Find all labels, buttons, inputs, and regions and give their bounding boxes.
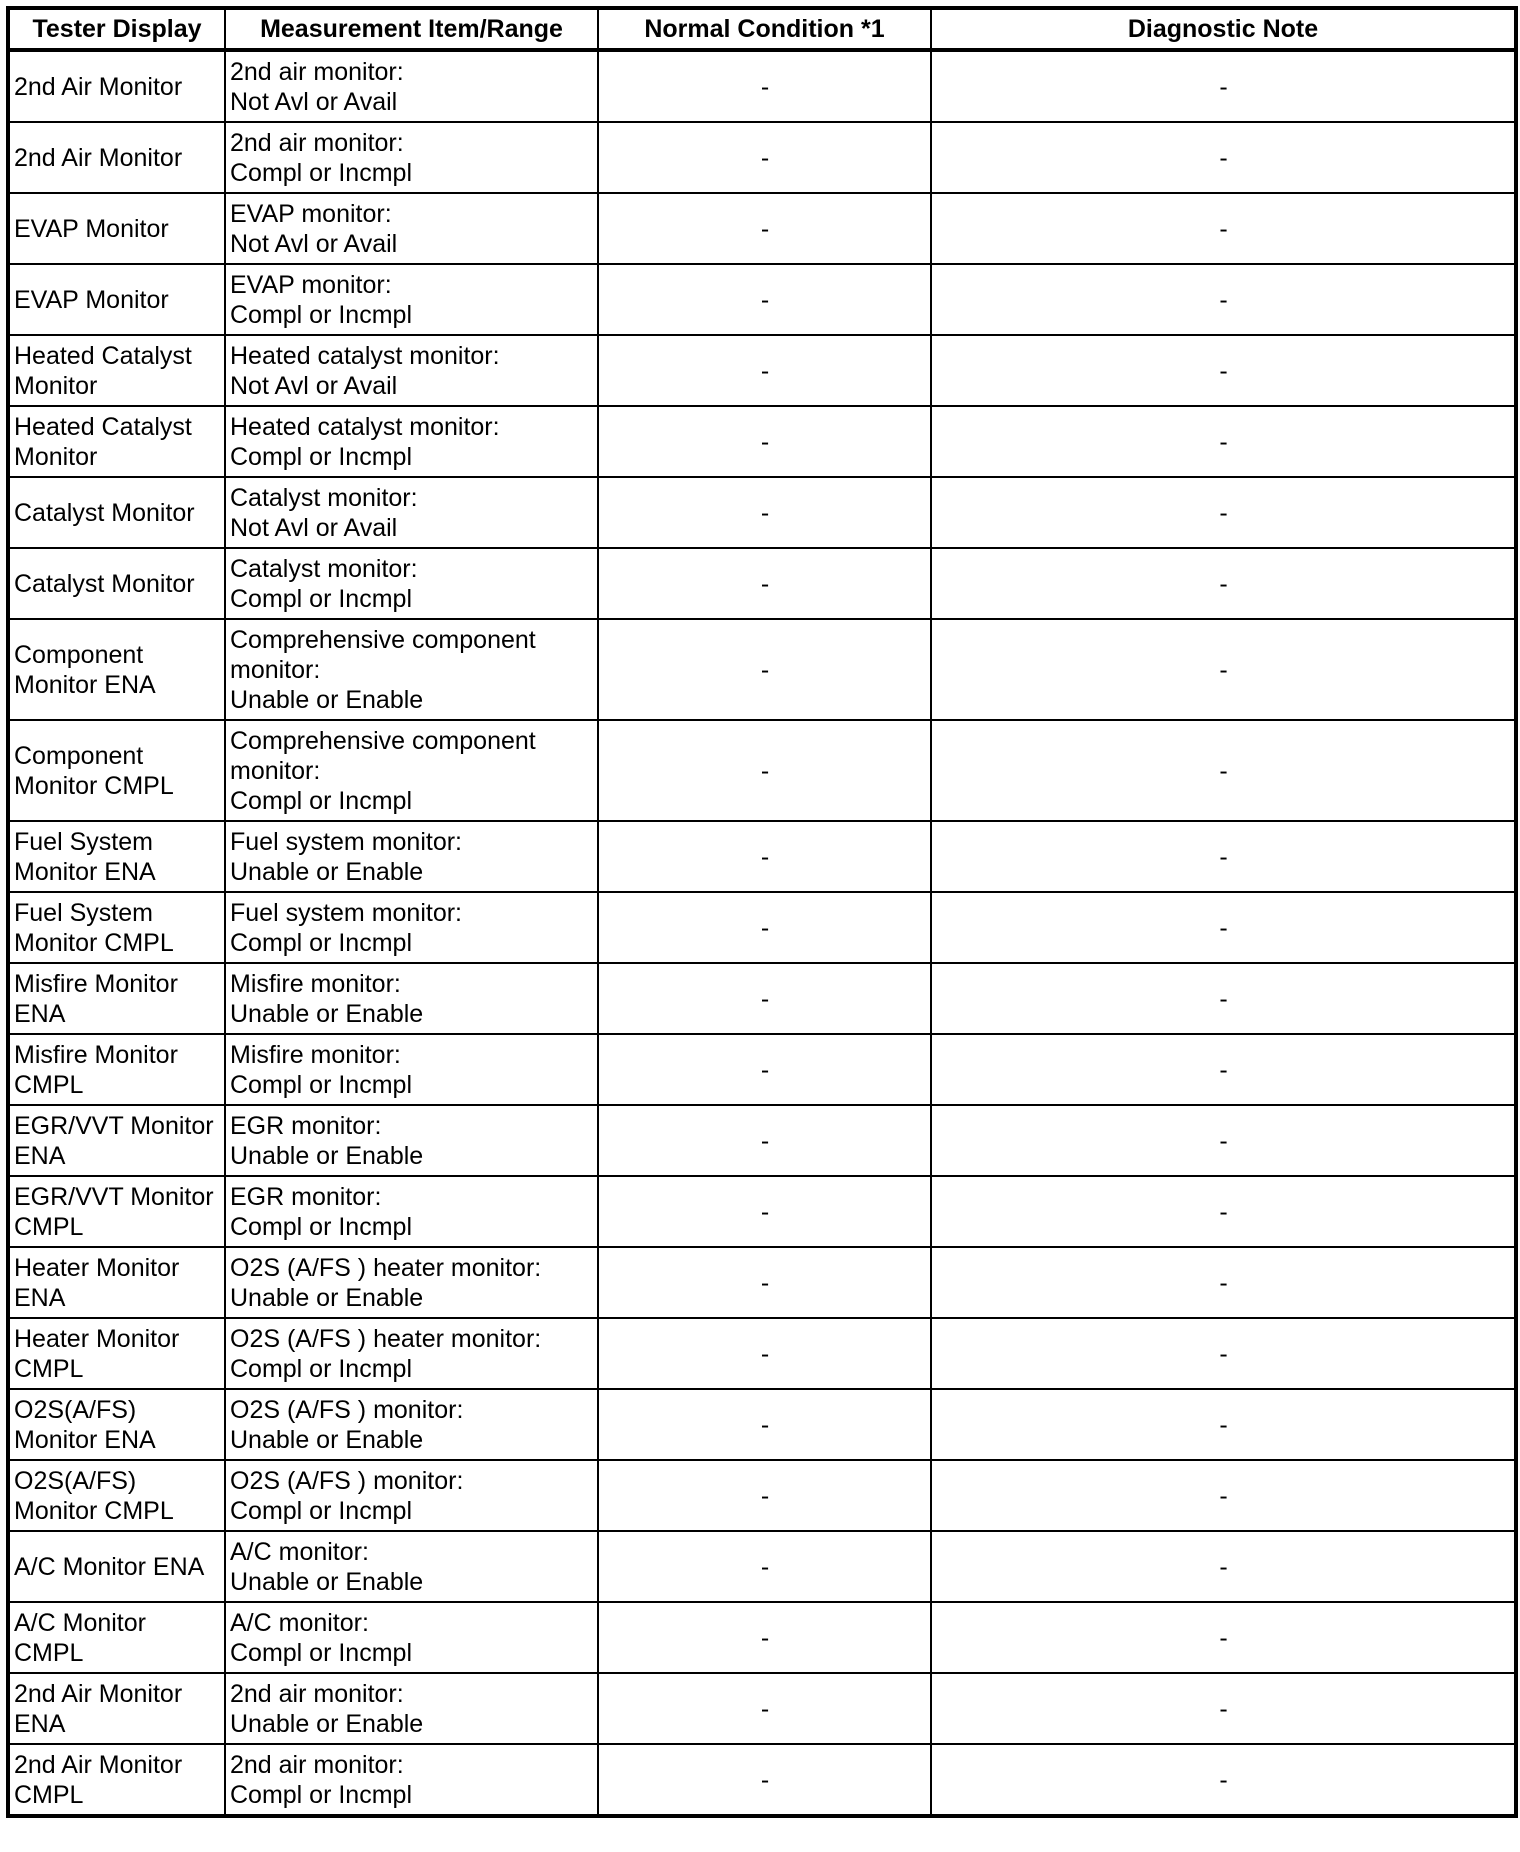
tester-display-cell-line: Misfire Monitor	[14, 1040, 178, 1069]
normal-condition-cell: -	[598, 963, 931, 1034]
table-row	[8, 1034, 1516, 1105]
measurement-item-cell-line: Compl or Incmpl	[230, 1212, 412, 1241]
measurement-item-cell-line: Compl or Incmpl	[230, 928, 412, 957]
tester-display-cell-line: 2nd Air Monitor	[14, 1679, 183, 1708]
tester-display-cell-line: Fuel System	[14, 827, 153, 856]
table-row	[8, 1460, 1516, 1531]
tester-display-cell-line: 2nd Air Monitor	[14, 72, 183, 101]
table-row	[8, 1602, 1516, 1673]
measurement-item-cell-line: Not Avl or Avail	[230, 513, 398, 542]
table-row	[8, 122, 1516, 193]
diagnostic-note-cell: -	[931, 406, 1516, 477]
measurement-item-cell	[225, 892, 598, 963]
tester-display-cell-line: Heated Catalyst	[14, 341, 192, 370]
diagnostic-note-cell: -	[931, 1318, 1516, 1389]
measurement-item-cell	[225, 1531, 598, 1602]
tester-display-cell	[8, 1744, 225, 1816]
measurement-item-cell-line: Unable or Enable	[230, 1567, 424, 1596]
diagnostic-note-cell: -	[931, 264, 1516, 335]
measurement-item-cell	[225, 50, 598, 122]
measurement-item-cell-line: Fuel system monitor:	[230, 827, 463, 856]
tester-display-cell-line: Monitor ENA	[14, 857, 156, 886]
diagnostic-note-cell: -	[931, 1744, 1516, 1816]
measurement-item-cell-line: 2nd air monitor:	[230, 1679, 404, 1708]
tester-display-cell	[8, 720, 225, 821]
normal-condition-cell: -	[598, 477, 931, 548]
tester-display-cell-line: Component	[14, 741, 144, 770]
normal-condition-cell: -	[598, 50, 931, 122]
tester-display-cell-line: Monitor ENA	[14, 670, 156, 699]
tester-display-cell-line: CMPL	[14, 1780, 84, 1809]
measurement-item-cell-line: Unable or Enable	[230, 857, 424, 886]
tester-display-cell-line: Fuel System	[14, 898, 153, 927]
diagnostic-note-cell: -	[931, 1531, 1516, 1602]
tester-display-cell-line: O2S(A/FS)	[14, 1466, 137, 1495]
tester-display-cell	[8, 1247, 225, 1318]
normal-condition-cell: -	[598, 1460, 931, 1531]
tester-display-cell-line: ENA	[14, 1709, 66, 1738]
tester-display-cell-line: Misfire Monitor	[14, 969, 178, 998]
tester-display-cell-line: Heated Catalyst	[14, 412, 192, 441]
tester-display-cell	[8, 619, 225, 720]
measurement-item-cell-line: Compl or Incmpl	[230, 300, 412, 329]
tester-display-cell-line: CMPL	[14, 1354, 84, 1383]
tester-display-cell-line: Catalyst Monitor	[14, 498, 195, 527]
measurement-item-cell	[225, 1034, 598, 1105]
tester-display-cell-line: Heater Monitor	[14, 1253, 180, 1282]
measurement-item-cell-line: monitor:	[230, 756, 321, 785]
table-row	[8, 1744, 1516, 1816]
diagnostic-note-cell: -	[931, 1247, 1516, 1318]
measurement-item-cell	[225, 1105, 598, 1176]
diagnostic-note-cell: -	[931, 1176, 1516, 1247]
measurement-item-cell-line: Unable or Enable	[230, 999, 424, 1028]
diagnostic-note-cell: -	[931, 821, 1516, 892]
diagnostic-note-cell: -	[931, 1673, 1516, 1744]
diagnostic-note-cell: -	[931, 963, 1516, 1034]
measurement-item-cell-line: Compl or Incmpl	[230, 1070, 412, 1099]
measurement-item-cell-line: Catalyst monitor:	[230, 483, 418, 512]
measurement-item-cell-line: 2nd air monitor:	[230, 57, 404, 86]
measurement-item-cell	[225, 1318, 598, 1389]
tester-display-cell	[8, 1176, 225, 1247]
table-row	[8, 477, 1516, 548]
table-row	[8, 406, 1516, 477]
tester-display-cell-line: CMPL	[14, 1212, 84, 1241]
measurement-item-cell-line: Compl or Incmpl	[230, 786, 412, 815]
tester-display-cell-line: CMPL	[14, 1638, 84, 1667]
tester-display-cell	[8, 193, 225, 264]
table-row	[8, 892, 1516, 963]
measurement-item-cell	[225, 122, 598, 193]
table-row	[8, 821, 1516, 892]
measurement-item-cell	[225, 963, 598, 1034]
header-measurement-item: Measurement Item/Range	[225, 8, 598, 50]
measurement-item-cell-line: Compl or Incmpl	[230, 1354, 412, 1383]
tester-display-cell-line: ENA	[14, 999, 66, 1028]
normal-condition-cell: -	[598, 193, 931, 264]
tester-display-cell	[8, 264, 225, 335]
diagnostic-note-cell: -	[931, 1389, 1516, 1460]
normal-condition-cell: -	[598, 1034, 931, 1105]
tester-display-cell-line: Monitor CMPL	[14, 1496, 174, 1525]
measurement-item-cell	[225, 1389, 598, 1460]
tester-display-cell-line: Monitor CMPL	[14, 771, 174, 800]
table-row	[8, 1176, 1516, 1247]
diagnostic-note-cell: -	[931, 619, 1516, 720]
normal-condition-cell: -	[598, 821, 931, 892]
tester-display-cell-line: A/C Monitor	[14, 1608, 146, 1637]
measurement-item-cell-line: Compl or Incmpl	[230, 158, 412, 187]
table-row	[8, 720, 1516, 821]
tester-display-cell-line: EGR/VVT Monitor	[14, 1111, 214, 1140]
table-row	[8, 1247, 1516, 1318]
measurement-item-cell-line: Fuel system monitor:	[230, 898, 463, 927]
normal-condition-cell: -	[598, 406, 931, 477]
diagnostic-note-cell: -	[931, 193, 1516, 264]
tester-display-cell-line: CMPL	[14, 1070, 84, 1099]
diagnostic-note-cell: -	[931, 892, 1516, 963]
tester-display-cell	[8, 335, 225, 406]
measurement-item-cell-line: 2nd air monitor:	[230, 128, 404, 157]
tester-display-cell	[8, 1389, 225, 1460]
measurement-item-cell	[225, 548, 598, 619]
normal-condition-cell: -	[598, 548, 931, 619]
measurement-item-cell-line: Not Avl or Avail	[230, 371, 398, 400]
measurement-item-cell-line: Comprehensive component	[230, 726, 536, 755]
diagnostic-note-cell: -	[931, 720, 1516, 821]
tester-display-cell-line: Monitor CMPL	[14, 928, 174, 957]
diagnostic-note-cell: -	[931, 477, 1516, 548]
normal-condition-cell: -	[598, 1531, 931, 1602]
measurement-item-cell	[225, 821, 598, 892]
normal-condition-cell: -	[598, 1602, 931, 1673]
table-row	[8, 548, 1516, 619]
tester-display-cell-line: EGR/VVT Monitor	[14, 1182, 214, 1211]
table-row	[8, 1389, 1516, 1460]
table-row	[8, 1105, 1516, 1176]
measurement-item-cell-line: Compl or Incmpl	[230, 1638, 412, 1667]
measurement-item-cell-line: Heated catalyst monitor:	[230, 341, 500, 370]
measurement-item-cell-line: Compl or Incmpl	[230, 1780, 412, 1809]
diagnostic-note-cell: -	[931, 50, 1516, 122]
header-diagnostic-note: Diagnostic Note	[931, 8, 1516, 50]
header-row	[8, 8, 1516, 50]
measurement-item-cell-line: Compl or Incmpl	[230, 1496, 412, 1525]
table-body	[8, 50, 1516, 1816]
measurement-item-cell	[225, 619, 598, 720]
measurement-item-cell-line: Misfire monitor:	[230, 1040, 401, 1069]
table-row	[8, 335, 1516, 406]
tester-display-cell-line: 2nd Air Monitor	[14, 1750, 183, 1779]
normal-condition-cell: -	[598, 619, 931, 720]
measurement-item-cell-line: A/C monitor:	[230, 1537, 369, 1566]
tester-display-cell	[8, 1318, 225, 1389]
measurement-item-cell-line: Unable or Enable	[230, 685, 424, 714]
measurement-item-cell-line: Not Avl or Avail	[230, 229, 398, 258]
tester-display-cell	[8, 122, 225, 193]
tester-display-cell-line: ENA	[14, 1283, 66, 1312]
tester-display-cell	[8, 1460, 225, 1531]
measurement-item-cell	[225, 1460, 598, 1531]
normal-condition-cell: -	[598, 1105, 931, 1176]
measurement-item-cell-line: EVAP monitor:	[230, 270, 392, 299]
tester-display-cell-line: Catalyst Monitor	[14, 569, 195, 598]
table-row	[8, 193, 1516, 264]
measurement-item-cell-line: O2S (A/FS ) monitor:	[230, 1395, 464, 1424]
measurement-item-cell-line: Heated catalyst monitor:	[230, 412, 500, 441]
measurement-item-cell-line: A/C monitor:	[230, 1608, 369, 1637]
normal-condition-cell: -	[598, 264, 931, 335]
measurement-item-cell-line: Compl or Incmpl	[230, 584, 412, 613]
tester-display-cell	[8, 50, 225, 122]
measurement-item-cell-line: O2S (A/FS ) heater monitor:	[230, 1324, 542, 1353]
normal-condition-cell: -	[598, 892, 931, 963]
normal-condition-cell: -	[598, 122, 931, 193]
normal-condition-cell: -	[598, 720, 931, 821]
header-tester-display: Tester Display	[8, 8, 225, 50]
tester-display-cell-line: Monitor	[14, 371, 98, 400]
measurement-item-cell	[225, 720, 598, 821]
tester-display-cell-line: EVAP Monitor	[14, 285, 169, 314]
measurement-item-cell-line: EGR monitor:	[230, 1182, 382, 1211]
table-row	[8, 1318, 1516, 1389]
measurement-item-cell-line: Unable or Enable	[230, 1283, 424, 1312]
diagnostic-note-cell: -	[931, 1105, 1516, 1176]
tester-display-cell-line: A/C Monitor ENA	[14, 1552, 205, 1581]
tester-display-cell-line: Monitor	[14, 442, 98, 471]
diagnostic-note-cell: -	[931, 122, 1516, 193]
measurement-item-cell-line: EVAP monitor:	[230, 199, 392, 228]
measurement-item-cell	[225, 1602, 598, 1673]
measurement-item-cell-line: 2nd air monitor:	[230, 1750, 404, 1779]
measurement-item-cell	[225, 406, 598, 477]
measurement-item-cell	[225, 1744, 598, 1816]
header-normal-condition: Normal Condition *1	[598, 8, 931, 50]
measurement-item-cell-line: monitor:	[230, 655, 321, 684]
measurement-item-cell-line: Misfire monitor:	[230, 969, 401, 998]
measurement-item-cell-line: O2S (A/FS ) monitor:	[230, 1466, 464, 1495]
table-row	[8, 1531, 1516, 1602]
diagnostic-note-cell: -	[931, 548, 1516, 619]
measurement-item-cell-line: Catalyst monitor:	[230, 554, 418, 583]
tester-display-cell-line: Heater Monitor	[14, 1324, 180, 1353]
tester-display-cell	[8, 821, 225, 892]
normal-condition-cell: -	[598, 335, 931, 406]
measurement-item-cell	[225, 1673, 598, 1744]
diagnostic-note-cell: -	[931, 1602, 1516, 1673]
tester-display-cell-line: Monitor ENA	[14, 1425, 156, 1454]
normal-condition-cell: -	[598, 1176, 931, 1247]
measurement-item-cell	[225, 335, 598, 406]
measurement-item-cell-line: EGR monitor:	[230, 1111, 382, 1140]
tester-display-cell-line: Component	[14, 640, 144, 669]
normal-condition-cell: -	[598, 1673, 931, 1744]
table-container	[6, 6, 1518, 1818]
diagnostic-note-cell: -	[931, 1034, 1516, 1105]
table-row	[8, 963, 1516, 1034]
table-row	[8, 619, 1516, 720]
tester-display-cell	[8, 1034, 225, 1105]
measurement-item-cell-line: Unable or Enable	[230, 1141, 424, 1170]
data-table	[6, 6, 1518, 1818]
tester-display-cell	[8, 1602, 225, 1673]
measurement-item-cell-line: Unable or Enable	[230, 1709, 424, 1738]
table-row	[8, 264, 1516, 335]
tester-display-cell	[8, 1673, 225, 1744]
normal-condition-cell: -	[598, 1744, 931, 1816]
tester-display-cell	[8, 548, 225, 619]
tester-display-cell	[8, 1105, 225, 1176]
normal-condition-cell: -	[598, 1247, 931, 1318]
measurement-item-cell	[225, 477, 598, 548]
normal-condition-cell: -	[598, 1389, 931, 1460]
diagnostic-note-cell: -	[931, 335, 1516, 406]
measurement-item-cell-line: Not Avl or Avail	[230, 87, 398, 116]
normal-condition-cell: -	[598, 1318, 931, 1389]
measurement-item-cell	[225, 1176, 598, 1247]
tester-display-cell	[8, 963, 225, 1034]
tester-display-cell-line: O2S(A/FS)	[14, 1395, 137, 1424]
table-row	[8, 1673, 1516, 1744]
tester-display-cell-line: EVAP Monitor	[14, 214, 169, 243]
tester-display-cell	[8, 477, 225, 548]
measurement-item-cell-line: Comprehensive component	[230, 625, 536, 654]
measurement-item-cell-line: Unable or Enable	[230, 1425, 424, 1454]
tester-display-cell	[8, 892, 225, 963]
tester-display-cell-line: ENA	[14, 1141, 66, 1170]
table-row	[8, 50, 1516, 122]
measurement-item-cell	[225, 264, 598, 335]
tester-display-cell	[8, 406, 225, 477]
diagnostic-note-cell: -	[931, 1460, 1516, 1531]
measurement-item-cell-line: Compl or Incmpl	[230, 442, 412, 471]
tester-display-cell-line: 2nd Air Monitor	[14, 143, 183, 172]
measurement-item-cell	[225, 193, 598, 264]
measurement-item-cell	[225, 1247, 598, 1318]
tester-display-cell	[8, 1531, 225, 1602]
measurement-item-cell-line: O2S (A/FS ) heater monitor:	[230, 1253, 542, 1282]
